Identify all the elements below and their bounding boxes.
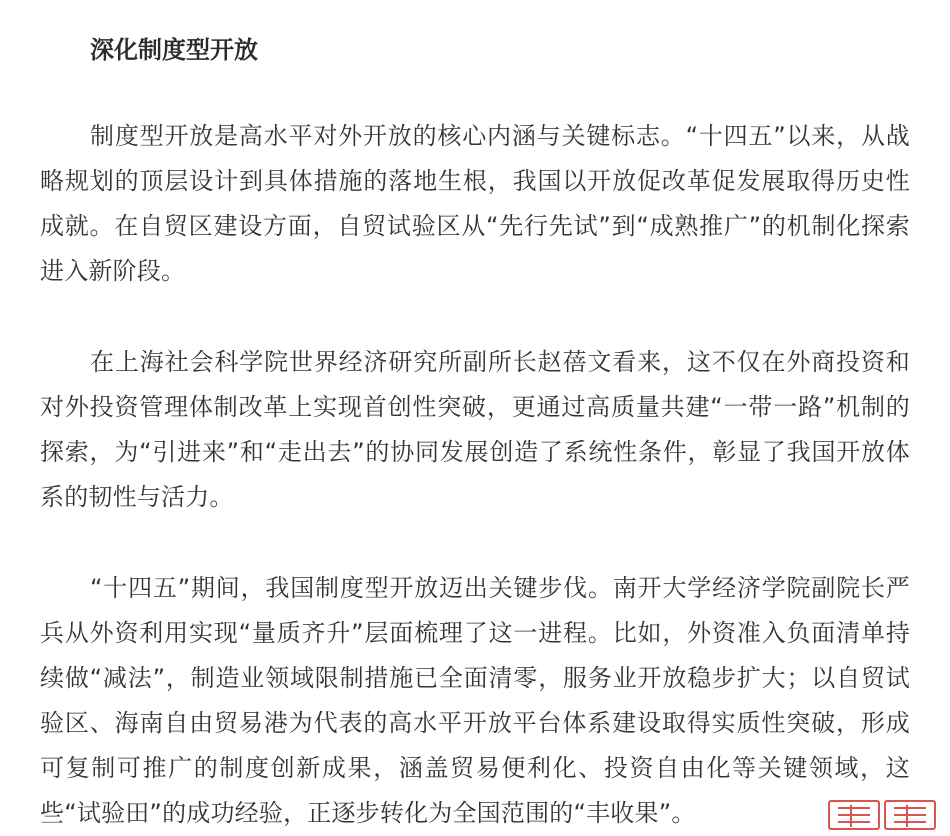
seal-left-icon bbox=[828, 800, 880, 830]
section-heading: 深化制度型开放 bbox=[90, 36, 258, 64]
paragraph: “十四五”期间，我国制度型开放迈出关键步伐。南开大学经济学院副院长严兵从外资利用实现“量质齐升”层面梳理了这一进程。比如，外资准入负面清单持续做“减法”，制造业领域限制措施已全面清零，服务业开放稳步扩大；以自贸试验区、海南自由贸易港为代表的高水平开放平台体系建设取得实质性突破，形成可复制可推广的制度创新成果，涵盖贸易便利化、投资自由化等关键领域，这些“试验田”的成功经验，正逐步转化为全国范围的“丰收果”。 bbox=[40, 574, 910, 827]
paragraph: 制度型开放是高水平对外开放的核心内涵与关键标志。“十四五”以来，从战略规划的顶层设计到具体措施的落地生根，我国以开放促改革促发展取得历史性成就。在自贸区建设方面，自贸试验区从“先行先试”到“成熟推广”的机制化探索进入新阶段。 bbox=[40, 122, 910, 285]
paragraph: 在上海社会科学院世界经济研究所副所长赵蓓文看来，这不仅在外商投资和对外投资管理体制改革上实现首创性突破，更通过高质量共建“一带一路”机制的探索，为“引进来”和“走出去”的协同发展创造了系统性条件，彰显了我国开放体系的韧性与活力。 bbox=[40, 348, 910, 511]
article-body bbox=[40, 28, 910, 836]
seal-right-icon bbox=[884, 800, 936, 830]
seal-watermark-icon bbox=[828, 800, 938, 832]
